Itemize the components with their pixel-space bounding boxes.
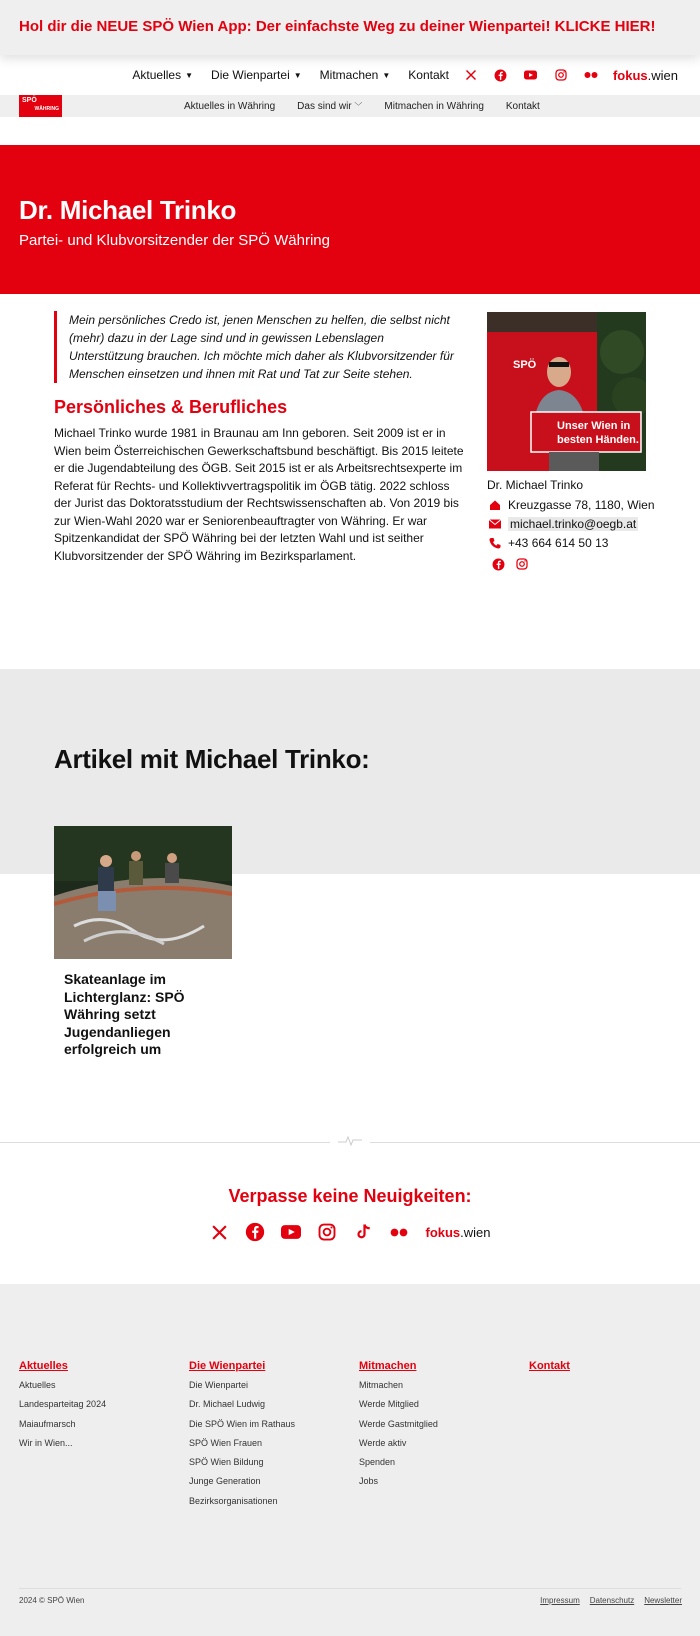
contact-social-links: [487, 556, 687, 572]
article-image: [54, 826, 232, 959]
footer-link[interactable]: Jobs: [359, 1476, 379, 1487]
credo-quote: Mein persönliches Credo ist, jenen Menschen zu helfen, die selbst nicht (mehr) dazu in der Lage sind und in gewissen Lebenslagen Unterstützung brauchen. Ich möchte mich daher als Klubvorsitzender für Menschen einsetzen und ihnen mit Rat und Tat zur Seite stehen.: [54, 311, 459, 383]
phone-icon: [487, 535, 503, 551]
main-nav: [132, 60, 678, 90]
portrait-photo: [487, 312, 646, 471]
page-subtitle: Partei- und Klubvorsitzender der SPÖ Währing: [19, 232, 330, 249]
nav-social-links: [463, 67, 678, 83]
footer-column-mitmachen: [359, 1360, 438, 1496]
footer-link[interactable]: Aktuelles: [19, 1380, 56, 1390]
instagram-icon[interactable]: [553, 67, 569, 83]
flickr-icon[interactable]: [583, 67, 599, 83]
contact-email-row: [487, 514, 687, 533]
footer-link[interactable]: Mitmachen: [359, 1380, 404, 1390]
footer-link[interactable]: Die Wienpartei: [189, 1380, 249, 1390]
contact-card: [487, 475, 687, 572]
caret-down-icon: ▼: [382, 70, 391, 80]
nav-item-aktuelles[interactable]: Aktuelles ▼: [132, 68, 194, 82]
contact-phone: +43 664 614 50 13: [508, 535, 609, 550]
contact-address: Kreuzgasse 78, 1180, Wien: [508, 497, 655, 512]
bio-text: Michael Trinko wurde 1981 in Braunau am Inn geboren. Seit 2009 ist er in Wien beim Österreichischen Gewerkschaftsbund beschäftigt. Bis 2015 leitete er die Jugendabteilung des ÖGB. Seit 2015 ist er als Arbeitsrechtsexperte im Referat für Rechts- und Kollektivvertragspolitik im ÖGB tätig. 2022 schloss der Jurist das Doktoratsstudium der Rechtswissenschaften ab. Von 2019 bis zur Wien-Wahl 2020 war er Seniorenbeauftragter von Währing. Er war Spitzenkandidat der SPÖ Währing bei der letzten Wahl und ist seither Klubvorsitzender der SPÖ Währing im Bezirksparlament.: [54, 426, 464, 563]
footer-link[interactable]: Maiaufmarsch: [19, 1418, 76, 1429]
bio-heading: Persönliches & Berufliches: [54, 397, 288, 417]
footer-divider: [19, 1588, 681, 1589]
page-title: Dr. Michael Trinko: [19, 195, 237, 225]
impressum-link[interactable]: Impressum: [540, 1596, 580, 1605]
svg-text:Unser Wien in: Unser Wien in: [557, 420, 631, 432]
footer-link[interactable]: Dr. Michael Ludwig: [189, 1399, 266, 1410]
fokus-wien-link[interactable]: fokus.wien: [425, 1224, 491, 1240]
subnav-item-kontakt[interactable]: Kontakt: [505, 100, 540, 112]
footer-link[interactable]: Spenden: [359, 1457, 396, 1468]
footer-link[interactable]: Werde Gastmitglied: [359, 1418, 438, 1429]
nav-item-wienpartei[interactable]: Die Wienpartei ▼: [211, 68, 302, 82]
legal-links: [540, 1596, 682, 1605]
nav-item-kontakt[interactable]: Kontakt: [408, 68, 449, 82]
spoe-waehring-logo[interactable]: SPÖ WÄHRING: [19, 95, 62, 117]
heartbeat-icon: [330, 1136, 370, 1148]
facebook-icon[interactable]: [245, 1222, 265, 1242]
svg-text:SPÖ: SPÖ: [513, 359, 537, 371]
nav-item-mitmachen[interactable]: Mitmachen ▼: [319, 68, 391, 82]
caret-down-icon: ▼: [293, 70, 302, 80]
x-icon[interactable]: [209, 1222, 229, 1242]
footer-link[interactable]: Junge Generation: [189, 1476, 261, 1487]
contact-name: Dr. Michael Trinko: [487, 478, 584, 492]
follow-links: [0, 1222, 700, 1242]
footer-column-kontakt: [529, 1360, 570, 1380]
tiktok-icon[interactable]: [353, 1222, 373, 1242]
mail-icon: [487, 516, 503, 532]
instagram-icon[interactable]: [317, 1222, 337, 1242]
app-banner: [0, 0, 700, 55]
contact-address-row: [487, 495, 687, 514]
subnav-item-aktuelles[interactable]: Aktuelles in Währing: [184, 100, 276, 112]
footer-link[interactable]: SPÖ Wien Bildung: [189, 1457, 264, 1468]
facebook-icon[interactable]: [490, 556, 506, 572]
svg-text:besten Händen.: besten Händen.: [557, 434, 639, 446]
articles-title: Artikel mit Michael Trinko:: [54, 744, 370, 774]
contact-phone-row: [487, 533, 687, 552]
hero: [0, 145, 700, 294]
datenschutz-link[interactable]: Datenschutz: [589, 1596, 635, 1605]
footer-link[interactable]: SPÖ Wien Frauen: [189, 1437, 263, 1448]
contact-email-link[interactable]: michael.trinko@oegb.at: [510, 516, 637, 531]
footer-heading[interactable]: Kontakt: [529, 1360, 570, 1372]
footer-column-aktuelles: [19, 1360, 106, 1457]
article-title[interactable]: Skateanlage im Lichterglanz: SPÖ Währing setzt Jugendanliegen erfolgreich um: [64, 971, 185, 1057]
footer: [0, 1284, 700, 1636]
subnav-item-das-sind-wir[interactable]: Das sind wir ﹀: [297, 100, 363, 112]
flickr-icon[interactable]: [389, 1222, 409, 1242]
footer-column-wienpartei: [189, 1360, 295, 1515]
home-icon: [487, 497, 503, 513]
youtube-icon[interactable]: [281, 1222, 301, 1242]
footer-link[interactable]: Wir in Wien...: [19, 1437, 73, 1448]
footer-heading[interactable]: Aktuelles: [19, 1360, 68, 1372]
youtube-icon[interactable]: [523, 67, 539, 83]
fokus-wien-link[interactable]: fokus.wien: [612, 67, 678, 83]
chevron-down-icon: ﹀: [354, 101, 363, 111]
facebook-icon[interactable]: [493, 67, 509, 83]
x-icon[interactable]: [463, 67, 479, 83]
footer-link[interactable]: Werde aktiv: [359, 1437, 407, 1448]
sub-nav: [0, 95, 700, 117]
instagram-icon[interactable]: [514, 556, 530, 572]
newsletter-link[interactable]: Newsletter: [644, 1596, 682, 1605]
footer-link[interactable]: Die SPÖ Wien im Rathaus: [189, 1418, 296, 1429]
article-card[interactable]: [54, 826, 232, 1059]
caret-down-icon: ▼: [185, 70, 194, 80]
footer-link[interactable]: Werde Mitglied: [359, 1399, 419, 1410]
footer-heading[interactable]: Die Wienpartei: [189, 1360, 266, 1372]
footer-link[interactable]: Bezirksorganisationen: [189, 1495, 278, 1506]
subnav-item-mitmachen[interactable]: Mitmachen in Währing: [384, 100, 484, 112]
copyright: 2024 © SPÖ Wien: [19, 1596, 85, 1605]
newsletter-title: Verpasse keine Neuigkeiten:: [228, 1186, 472, 1206]
app-banner-link[interactable]: Hol dir die NEUE SPÖ Wien App: Der einfachste Weg zu deiner Wienpartei! KLICKE HIER!: [19, 18, 656, 35]
footer-link[interactable]: Landesparteitag 2024: [19, 1399, 107, 1410]
footer-heading[interactable]: Mitmachen: [359, 1360, 417, 1372]
